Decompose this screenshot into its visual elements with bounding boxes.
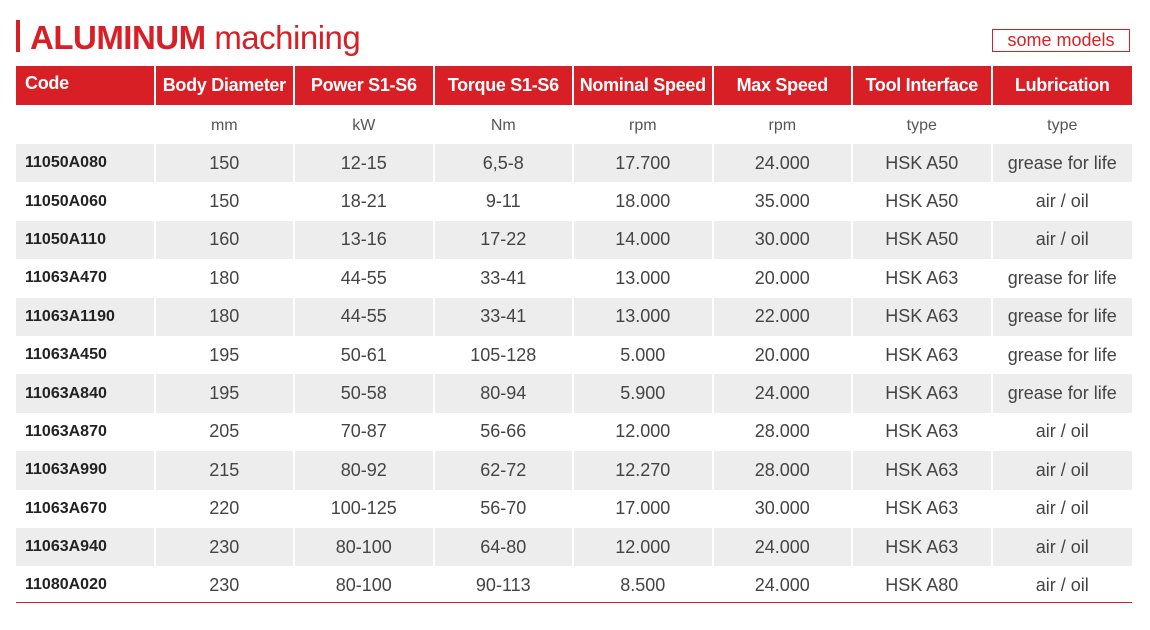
column-header: Body Diameter	[156, 66, 294, 105]
column-header: Code	[16, 66, 154, 105]
table-cell: 28.000	[754, 421, 810, 442]
table-cell: 35.000	[754, 191, 810, 212]
table-row	[16, 528, 1132, 566]
table-cell: 20.000	[754, 344, 810, 365]
model-code-cell: 11063A870	[25, 422, 107, 440]
table-cell: air / oil	[1035, 498, 1089, 519]
table-cell: 160	[156, 221, 294, 259]
table-cell: HSK A63	[885, 421, 959, 442]
table-row	[16, 298, 1132, 336]
table-cell: 215	[156, 451, 294, 489]
table-cell: 8.500	[620, 574, 666, 595]
table-cell: 33-41	[480, 267, 527, 288]
table-cell: grease for life	[993, 374, 1132, 412]
table-row	[16, 451, 1132, 489]
table-cell: HSK A50	[853, 221, 991, 259]
page-title-bold: ALUMINUM	[30, 19, 206, 56]
table-cell: 180	[209, 267, 240, 288]
table-row	[16, 374, 1132, 412]
table-cell: air / oil	[1035, 574, 1089, 595]
model-code-cell: 11063A990	[16, 451, 154, 489]
table-cell: 100-125	[330, 498, 397, 519]
table-cell: 12.270	[574, 451, 712, 489]
table-row	[16, 413, 1132, 451]
model-code-cell: 11063A1190	[16, 298, 154, 336]
table-cell: 6,5-8	[435, 144, 573, 182]
table-cell: 205	[209, 421, 240, 442]
model-code-cell: 11063A450	[25, 346, 107, 364]
model-code-cell: 11050A060	[25, 192, 107, 210]
table-cell: 24.000	[714, 144, 852, 182]
table-cell: grease for life	[993, 144, 1132, 182]
table-cell: 195	[156, 374, 294, 412]
table-cell: 56-66	[480, 421, 527, 442]
table-cell: HSK A63	[885, 344, 959, 365]
table-cell: 33-41	[435, 298, 573, 336]
table-cell: air / oil	[993, 451, 1132, 489]
table-cell: 12-15	[295, 144, 433, 182]
table-cell: 220	[209, 498, 240, 519]
column-header: Power S1-S6	[295, 66, 433, 105]
table-cell: 14.000	[574, 221, 712, 259]
table-row	[16, 259, 1132, 297]
table-cell: 24.000	[754, 574, 810, 595]
unit-label	[16, 107, 154, 144]
model-code-cell: 11063A470	[25, 269, 107, 287]
table-cell: 62-72	[435, 451, 573, 489]
table-cell: 80-92	[295, 451, 433, 489]
table-cell: 24.000	[714, 374, 852, 412]
table-cell: 90-113	[475, 574, 531, 595]
table-cell: grease for life	[1007, 344, 1117, 365]
table-cell: HSK A50	[885, 191, 959, 212]
table-cell: 30.000	[754, 498, 810, 519]
model-code-cell: 11050A080	[16, 144, 154, 182]
table-cell: 5.900	[574, 374, 712, 412]
table-cell: 5.000	[620, 344, 666, 365]
column-header: Tool Interface	[853, 66, 991, 105]
spindle-table	[16, 66, 1132, 605]
table-cell: HSK A63	[885, 498, 959, 519]
model-code-cell: 11063A840	[16, 374, 154, 412]
table-cell: HSK A63	[853, 451, 991, 489]
table-cell: 20.000	[754, 267, 810, 288]
table-cell: grease for life	[1007, 267, 1117, 288]
table-cell: 80-100	[295, 528, 433, 566]
table-row	[16, 336, 1132, 374]
table-cell: 195	[209, 344, 240, 365]
table-cell: air / oil	[993, 528, 1132, 566]
table-cell: 9-11	[485, 191, 521, 212]
table-cell: 70-87	[340, 421, 387, 442]
unit-label: Nm	[490, 116, 516, 134]
table-cell: HSK A63	[853, 298, 991, 336]
table-cell: air / oil	[1035, 191, 1089, 212]
unit-label: mm	[210, 116, 238, 134]
table-cell: 18.000	[615, 191, 671, 212]
column-header: Nominal Speed	[574, 66, 712, 105]
table-cell: grease for life	[993, 298, 1132, 336]
table-row	[16, 182, 1132, 220]
table-cell: 18-21	[340, 191, 387, 212]
unit-label: rpm	[768, 116, 797, 134]
table-row	[16, 566, 1132, 604]
table-cell: HSK A63	[853, 528, 991, 566]
table-row	[16, 221, 1132, 259]
table-cell: 17-22	[435, 221, 573, 259]
table-cell: 150	[156, 144, 294, 182]
page-title	[30, 18, 360, 58]
table-cell: 50-58	[295, 374, 433, 412]
table-cell: air / oil	[993, 221, 1132, 259]
table-cell: HSK A63	[885, 267, 959, 288]
column-header: Lubrication	[993, 66, 1132, 105]
table-cell: air / oil	[1035, 421, 1089, 442]
some-models-badge: some models	[992, 29, 1130, 52]
table-cell: 12.000	[574, 528, 712, 566]
table-row	[16, 490, 1132, 528]
table-cell: 28.000	[714, 451, 852, 489]
table-bottom-rule	[16, 602, 1132, 603]
table-cell: 17.000	[615, 498, 671, 519]
table-cell: 44-55	[340, 267, 387, 288]
table-cell: 13.000	[615, 267, 671, 288]
table-cell: 30.000	[714, 221, 852, 259]
table-cell: 50-61	[340, 344, 387, 365]
table-cell: 180	[156, 298, 294, 336]
table-cell: 105-128	[470, 344, 537, 365]
table-cell: 56-70	[480, 498, 527, 519]
table-cell: HSK A63	[853, 374, 991, 412]
table-cell: 13-16	[295, 221, 433, 259]
table-cell: 80-100	[335, 574, 392, 595]
table-row	[16, 144, 1132, 182]
table-body	[16, 144, 1132, 605]
model-code-cell: 11050A110	[16, 221, 154, 259]
model-code-cell: 11063A940	[16, 528, 154, 566]
table-cell: 12.000	[615, 421, 671, 442]
table-cell: HSK A50	[853, 144, 991, 182]
table-cell: 24.000	[714, 528, 852, 566]
table-cell: 230	[209, 574, 240, 595]
table-cell: 17.700	[574, 144, 712, 182]
column-header: Torque S1-S6	[435, 66, 573, 105]
table-header-row	[16, 66, 1132, 105]
table-cell: 80-94	[435, 374, 573, 412]
unit-label: type	[1047, 116, 1078, 134]
table-cell: 64-80	[435, 528, 573, 566]
column-header: Max Speed	[714, 66, 852, 105]
unit-label: rpm	[629, 116, 657, 134]
title-accent-bar	[16, 20, 20, 52]
unit-label: type	[906, 116, 937, 134]
table-cell: 13.000	[574, 298, 712, 336]
table-cell: 44-55	[295, 298, 433, 336]
table-cell: 150	[209, 191, 240, 212]
model-code-cell: 11063A670	[25, 499, 107, 517]
table-cell: 22.000	[714, 298, 852, 336]
page-title-light: machining	[214, 19, 361, 56]
table-units-row	[16, 107, 1132, 144]
unit-label: kW	[352, 116, 376, 134]
table-cell: 230	[156, 528, 294, 566]
model-code-cell: 11080A020	[25, 576, 107, 594]
table-cell: HSK A80	[885, 574, 959, 595]
